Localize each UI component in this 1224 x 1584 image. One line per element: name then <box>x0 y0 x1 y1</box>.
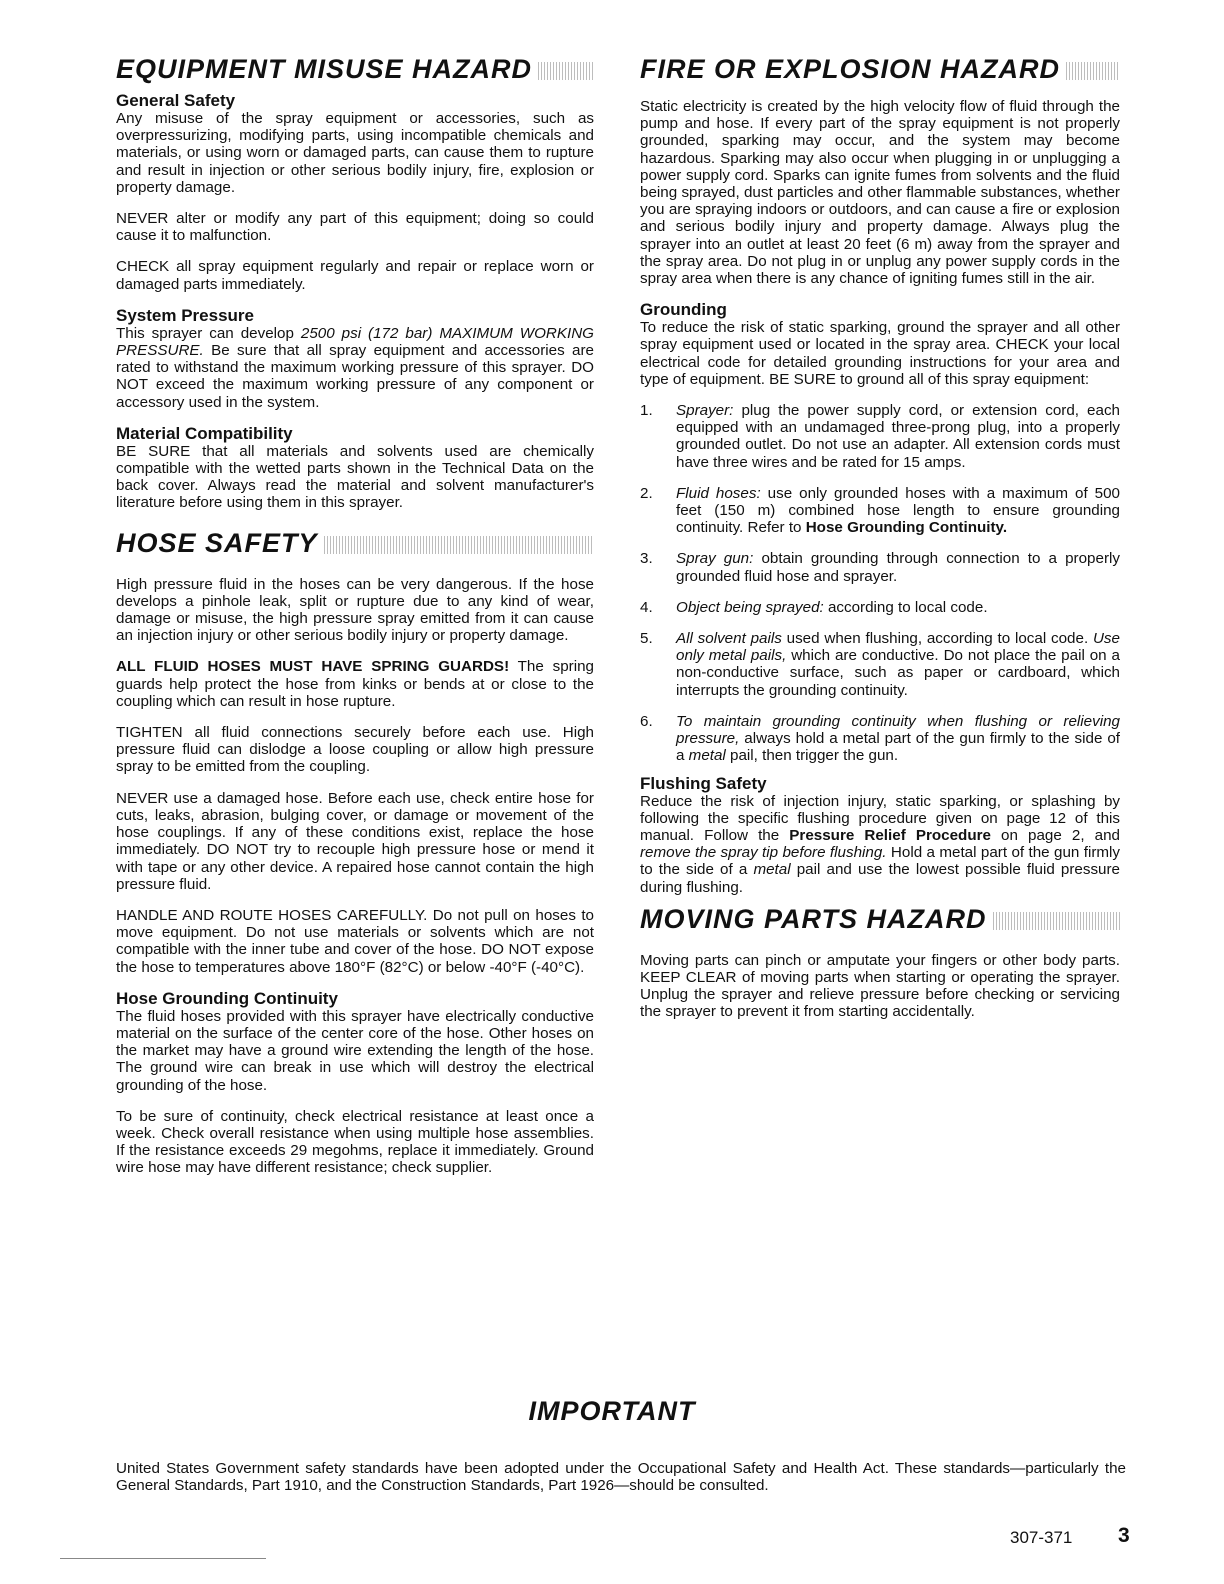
list-item-number: 3. <box>640 550 653 568</box>
list-item-body-2: which are conductive. Do not place the pail on a non-conductive surface, such as paper or cardboard, which interrupts the grounding continuity. <box>676 647 1120 699</box>
system-pressure-text <box>116 325 594 411</box>
list-item-body: obtain grounding through connection to a properly grounded fluid hose and sprayer. <box>676 550 1120 585</box>
list-item-bold-ref: Hose Grounding Continuity. <box>805 519 1008 537</box>
equipment-misuse-title-text: EQUIPMENT MISUSE HAZARD <box>116 54 533 84</box>
moving-parts-text: Moving parts can pinch or amputate your fingers or other body parts. KEEP CLEAR of moving parts when starting or operating the sprayer. Unplug the sprayer and relieve pressure before checking or servicing the sprayer to prevent it from starting accidentally. <box>640 951 1120 1021</box>
left-column <box>116 52 594 1191</box>
fire-explosion-title-text: FIRE OR EXPLOSION HAZARD <box>640 54 1061 84</box>
list-item <box>640 485 1120 537</box>
list-item-lead: Object being sprayed: <box>676 598 824 616</box>
list-item <box>640 402 1120 471</box>
hose-safety-p5: HANDLE AND ROUTE HOSES CAREFULLY. Do not pull on hoses to move equipment. Do not use materials or solvents which are not compatible with the inner tube and cover of the hose. DO NOT expose the hose to temperatures above 180°F (82°C) or below -40°F (-40°C). <box>116 906 594 976</box>
document-code: 307-371 <box>1010 1528 1073 1547</box>
list-item-text <box>676 599 1120 616</box>
list-item-lead: Spray gun: <box>676 550 754 568</box>
list-item-body: use only grounded hoses with a maximum of 500 feet (150 m) combined hose length to ensure grounding continuity. Refer to <box>676 484 1120 537</box>
material-compatibility-text: BE SURE that all materials and solvents used are chemically compatible with the wetted parts shown in the Technical Data on the back cover. Always read the material and solvent manufacturer's literature before using them in this sprayer. <box>116 442 594 512</box>
list-item-text <box>676 485 1120 537</box>
system-pressure-italic: 2500 psi (172 bar) MAXIMUM WORKING PRESSURE. <box>116 324 594 360</box>
list-item-body: according to local code. <box>823 598 988 616</box>
flushing-safety-heading: Flushing Safety <box>640 773 767 793</box>
spring-guards-rest: The spring guards help protect the hose from kinks or bends at or close to the coupling which can result in hose rupture. <box>116 658 594 710</box>
hose-grounding-heading: Hose Grounding Continuity <box>116 988 338 1008</box>
list-item-lead: To maintain grounding continuity when flushing or relieving pressure, <box>676 712 1120 748</box>
hose-safety-p3: TIGHTEN all fluid connections securely before each use. High pressure fluid can dislodge a loose coupling or allow high pressure spray to be emitted from the coupling. <box>116 724 594 776</box>
list-item <box>640 550 1120 584</box>
title-shade-bar <box>538 62 594 80</box>
title-shade-bar <box>993 912 1120 930</box>
hose-safety-p4: NEVER use a damaged hose. Before each use, check entire hose for cuts, leaks, abrasion, bulging cover, or damage or movement of the hose couplings. If any of these conditions exist, replace the hose immediately. DO NOT try to recouple high pressure hose or mend it with tape or any other device. A repaired hose cannot contain the high pressure fluid. <box>116 789 594 893</box>
general-safety-heading: General Safety <box>116 91 236 110</box>
grounding-intro: To reduce the risk of static sparking, ground the sprayer and all other spray equipment used or located in the spray area. CHECK your local electrical code for detailed grounding instructions for your area and type of equipment. BE SURE to ground all of this spray equipment: <box>640 319 1120 388</box>
general-safety-p3: CHECK all spray equipment regularly and repair or replace worn or damaged parts immediately. <box>116 258 594 293</box>
list-item-lead: All solvent pails <box>676 630 782 648</box>
fire-explosion-title <box>640 52 1120 86</box>
list-item <box>640 599 1120 616</box>
hose-safety-p2 <box>116 658 594 710</box>
list-item-text <box>676 630 1120 699</box>
list-item-number: 6. <box>640 712 653 730</box>
grounding-heading: Grounding <box>640 300 727 320</box>
list-item-text <box>676 402 1120 471</box>
system-pressure-post: Be sure that all spray equipment and accessories are rated to withstand the maximum working pressure of this sprayer. DO NOT exceed the maximum working pressure of any component or accessory used in the system. <box>116 342 594 411</box>
list-item-body-2: pail, then trigger the gun. <box>725 747 899 765</box>
metal-italic: metal <box>753 861 791 879</box>
list-item-italic: metal <box>688 747 726 765</box>
title-shade-bar <box>1066 62 1120 80</box>
list-item-number: 4. <box>640 598 653 616</box>
pressure-relief-ref: Pressure Relief Procedure <box>789 826 991 844</box>
general-safety-p1: Any misuse of the spray equipment or accessories, such as overpressurizing, modifying parts, using incompatible chemicals and materials, or using worn or damaged parts, can cause them to rupture and result in injection or other serious bodily injury, fire, explosion or property damage. <box>116 110 594 196</box>
list-item <box>640 713 1120 765</box>
page-number: 3 <box>1118 1524 1130 1547</box>
flushing-text-1: Reduce the risk of injection injury, static sparking, or splashing by following the specific flushing procedure given on page 12 of this manual. Follow the <box>640 792 1120 844</box>
moving-parts-title-text: MOVING PARTS HAZARD <box>640 903 987 934</box>
list-item-lead: Fluid hoses: <box>676 484 761 502</box>
list-item <box>640 630 1120 699</box>
material-compatibility-heading: Material Compatibility <box>116 423 293 443</box>
hose-safety-p1: High pressure fluid in the hoses can be very dangerous. If the hose develops a pinhole leak, split or rupture due to any kind of wear, damage or misuse, the high pressure spray emitted from it can cause an injection injury or other serious bodily injury or property damage. <box>116 575 594 645</box>
flushing-text-4: pail and use the lowest possible fluid pressure during flushing. <box>640 861 1120 896</box>
system-pressure-heading: System Pressure <box>116 305 254 325</box>
list-item-number: 1. <box>640 402 653 420</box>
fire-explosion-text: Static electricity is created by the high velocity flow of fluid through the pump and hose. If every part of the spray equipment is not properly grounded, sparking may occur, and the system may become hazardous. Sparking may also occur when plugging in or unplugging a power supply cord. Sparks can ignite fumes from solvents and the fluid being sprayed, dust particles and other flammable substances, whether you are spraying indoors or outdoors, and can cause a fire or explosion and serious bodily injury and property damage. Always plug the sprayer into an outlet at least 20 feet (6 m) away from the sprayer and the spray area. Do not plug in or unplug any power supply cords in the spray area when there is any chance of igniting fumes still in the air. <box>640 98 1120 288</box>
spring-guards-bold: ALL FLUID HOSES MUST HAVE SPRING GUARDS! <box>116 658 510 676</box>
general-safety-p2: NEVER alter or modify any part of this equipment; doing so could cause it to malfunction. <box>116 210 594 245</box>
grounding-list <box>640 402 1120 764</box>
equipment-misuse-title <box>116 52 594 86</box>
list-item-number: 5. <box>640 630 653 648</box>
list-item-lead: Sprayer: <box>676 402 734 420</box>
hose-grounding-p2: To be sure of continuity, check electrical resistance at least once a week. Check overall resistance when using multiple hose assemblies. If the resistance exceeds 29 megohms, replace it immediately. Ground wire hose may have different resistance; check supplier. <box>116 1107 594 1177</box>
list-item-body: always hold a metal part of the gun firmly to the side of a <box>676 730 1120 765</box>
system-pressure-pre: This sprayer can develop <box>116 324 301 342</box>
moving-parts-title <box>640 902 1120 936</box>
list-item-number: 2. <box>640 484 653 502</box>
list-item-body: used when flushing, according to local code. <box>781 630 1093 648</box>
title-shade-bar <box>324 536 594 554</box>
flushing-text-2: on page 2, and <box>990 826 1120 844</box>
list-item-text <box>676 713 1120 765</box>
remove-tip-italic: remove the spray tip before flushing. <box>640 844 887 862</box>
hose-grounding-p1: The fluid hoses provided with this sprayer have electrically conductive material on the surface of the center core of the hose. Other hoses on the market may have a ground wire extending the length of the hose. The ground wire can break in use which will destroy the electrical grounding of the hose. <box>116 1007 594 1094</box>
hose-safety-title-text: HOSE SAFETY <box>116 527 318 558</box>
flushing-safety-text <box>640 793 1120 896</box>
scan-artifact-line <box>60 1558 266 1559</box>
list-item-body: plug the power supply cord, or extension cord, each equipped with an undamaged three-prong plug, into a properly grounded outlet. Do not use an adapter. All extension cords must have three wires and be rated for 15 amps. <box>676 402 1120 471</box>
list-item-text <box>676 550 1120 584</box>
right-column <box>640 52 1120 1035</box>
important-text: United States Government safety standards have been adopted under the Occupational Safety and Health Act. These standards—particularly the General Standards, Part 1910, and the Construction Standards, Part 1926—should be consulted. <box>116 1460 1126 1495</box>
list-item-italic: Use only metal pails, <box>676 630 1120 665</box>
hose-safety-title <box>116 526 594 560</box>
important-title: IMPORTANT <box>528 1396 696 1426</box>
flushing-text-3: Hold a metal part of the gun firmly to the side of a <box>640 844 1120 879</box>
